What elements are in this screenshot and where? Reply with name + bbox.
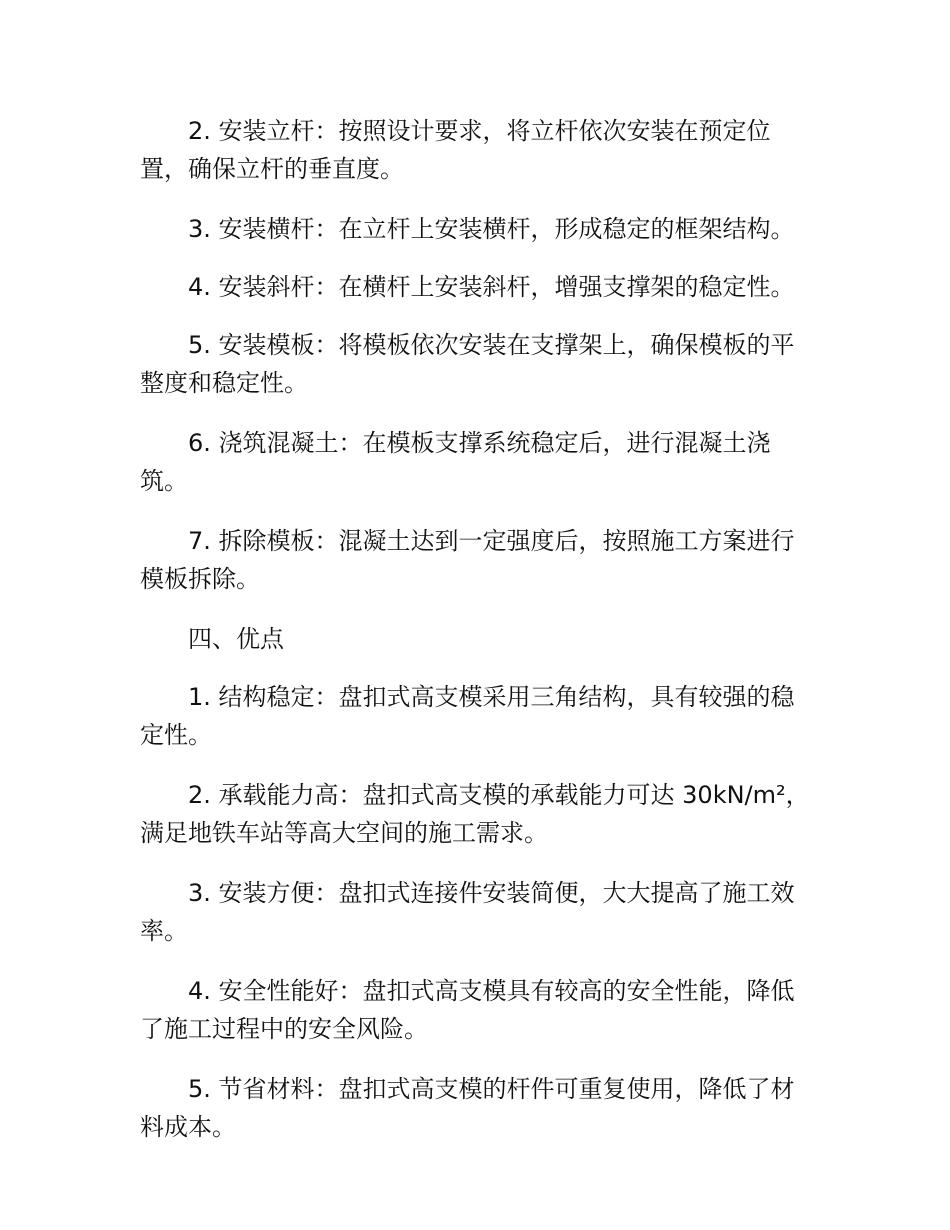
paragraph-advantage-2: 2. 承载能力高：盘扣式高支模的承载能力可达 30kN/m²，满足地铁车站等高大空间的施工需求。 bbox=[140, 781, 810, 847]
paragraph-step-5: 5. 安装模板：将模板依次安装在支撑架上，确保模板的平整度和稳定性。 bbox=[140, 331, 795, 397]
section-heading-advantages: 四、优点 bbox=[188, 625, 284, 653]
paragraph-step-6: 6. 浇筑混凝土：在模板支撑系统稳定后，进行混凝土浇筑。 bbox=[140, 429, 771, 495]
paragraph-advantage-5: 5. 节省材料：盘扣式高支模的杆件可重复使用，降低了材料成本。 bbox=[140, 1075, 795, 1141]
document-body bbox=[140, 112, 812, 1168]
paragraph-step-4: 4. 安装斜杆：在横杆上安装斜杆，增强支撑架的稳定性。 bbox=[188, 273, 795, 301]
paragraph-step-7: 7. 拆除模板：混凝土达到一定强度后，按照施工方案进行模板拆除。 bbox=[140, 527, 795, 593]
paragraph-advantage-3: 3. 安装方便：盘扣式连接件安装简便，大大提高了施工效率。 bbox=[140, 879, 795, 945]
paragraph-step-2: 2. 安装立杆：按照设计要求，将立杆依次安装在预定位置，确保立杆的垂直度。 bbox=[140, 117, 771, 183]
paragraph-advantage-1: 1. 结构稳定：盘扣式高支模采用三角结构，具有较强的稳定性。 bbox=[140, 683, 795, 749]
paragraph-step-3: 3. 安装横杆：在立杆上安装横杆，形成稳定的框架结构。 bbox=[188, 215, 795, 243]
paragraph-advantage-4: 4. 安全性能好：盘扣式高支模具有较高的安全性能，降低了施工过程中的安全风险。 bbox=[140, 977, 795, 1043]
